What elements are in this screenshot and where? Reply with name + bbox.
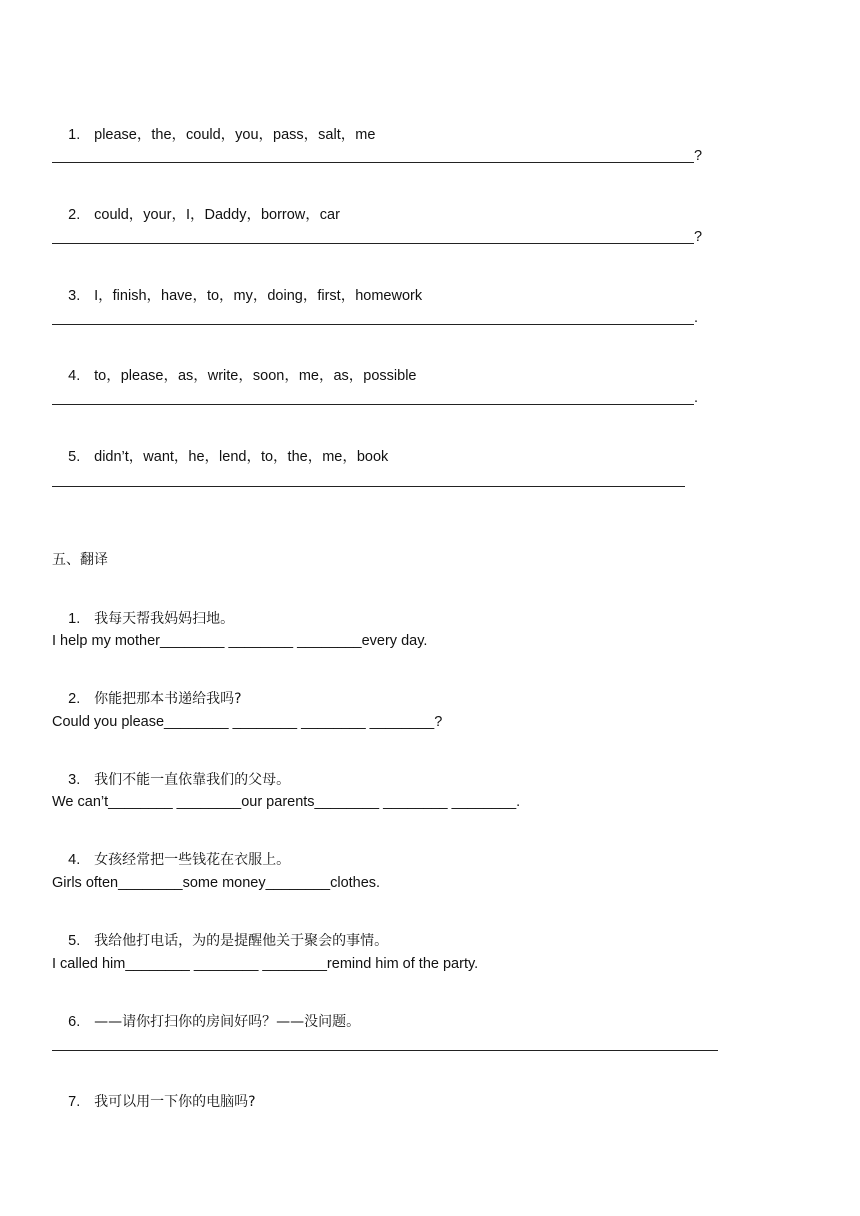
item-number: 3. xyxy=(68,288,81,304)
translation-item-5-english[interactable]: I called him________ ________ ________remind him of the party. xyxy=(52,956,479,972)
item-number: 4. xyxy=(68,368,81,384)
item-number: 6. xyxy=(68,1014,81,1030)
translation-item-6-chinese xyxy=(52,995,361,1030)
translation-item-1-chinese xyxy=(52,592,235,627)
translation-item-3-english[interactable]: We can’t________ ________our parents________ ________ ________. xyxy=(52,794,521,810)
section-heading: 五、翻译 xyxy=(52,552,108,568)
translation-item-4-english[interactable]: Girls often________some money________clothes. xyxy=(52,875,381,891)
item-number: 2. xyxy=(68,207,81,223)
reorder-item-4 xyxy=(52,349,417,384)
reorder-item-5 xyxy=(52,430,389,465)
reorder-item-3 xyxy=(52,269,423,304)
scrambled-words: could，your，I，Daddy，borrow，car xyxy=(94,207,340,223)
translation-item-5-chinese xyxy=(52,914,389,949)
item-number: 3. xyxy=(68,772,81,788)
translation-item-2-chinese xyxy=(52,672,242,707)
chinese-sentence: ——请你打扫你的房间好吗？——没问题。 xyxy=(94,1014,361,1030)
answer-blank-4[interactable] xyxy=(52,390,712,408)
translation-item-1-english[interactable]: I help my mother________ ________ ________every day. xyxy=(52,633,428,649)
chinese-sentence: 你能把那本书递给我吗? xyxy=(94,691,242,707)
item-number: 4. xyxy=(68,852,81,868)
end-punctuation: ? xyxy=(694,229,703,245)
answer-blank-3[interactable] xyxy=(52,310,712,328)
chinese-sentence: 我可以用一下你的电脑吗? xyxy=(94,1094,256,1110)
scrambled-words: to，please，as，write，soon，me，as，possible xyxy=(94,368,417,384)
translation-item-2-english[interactable]: Could you please________ ________ ________ ________? xyxy=(52,714,443,730)
item-number: 7. xyxy=(68,1094,81,1110)
translation-item-3-chinese xyxy=(52,753,291,788)
item-number: 5. xyxy=(68,449,81,465)
item-number: 1. xyxy=(68,611,81,627)
answer-blank-5[interactable] xyxy=(52,472,692,490)
end-punctuation: . xyxy=(694,390,699,406)
reorder-item-2 xyxy=(52,188,340,223)
scrambled-words: please，the，could，you，pass，salt，me xyxy=(94,127,376,143)
scrambled-words: I，finish，have，to，my，doing，first，homework xyxy=(94,288,423,304)
end-punctuation: . xyxy=(694,310,699,326)
chinese-sentence: 我给他打电话，为的是提醒他关于聚会的事情。 xyxy=(94,933,389,949)
item-number: 1. xyxy=(68,127,81,143)
chinese-sentence: 我们不能一直依靠我们的父母。 xyxy=(94,772,291,788)
item-number: 5. xyxy=(68,933,81,949)
answer-blank-translation-6[interactable] xyxy=(52,1036,722,1054)
chinese-sentence: 我每天帮我妈妈扫地。 xyxy=(94,611,235,627)
answer-blank-2[interactable] xyxy=(52,229,712,247)
scrambled-words: didn’t，want，he，lend，to，the，me，book xyxy=(94,449,389,465)
item-number: 2. xyxy=(68,691,81,707)
translation-item-4-chinese xyxy=(52,833,291,868)
answer-blank-1[interactable] xyxy=(52,148,712,166)
reorder-item-1 xyxy=(52,108,376,143)
translation-item-7-chinese xyxy=(52,1075,256,1110)
chinese-sentence: 女孩经常把一些钱花在衣服上。 xyxy=(94,852,291,868)
end-punctuation: ? xyxy=(694,148,703,164)
